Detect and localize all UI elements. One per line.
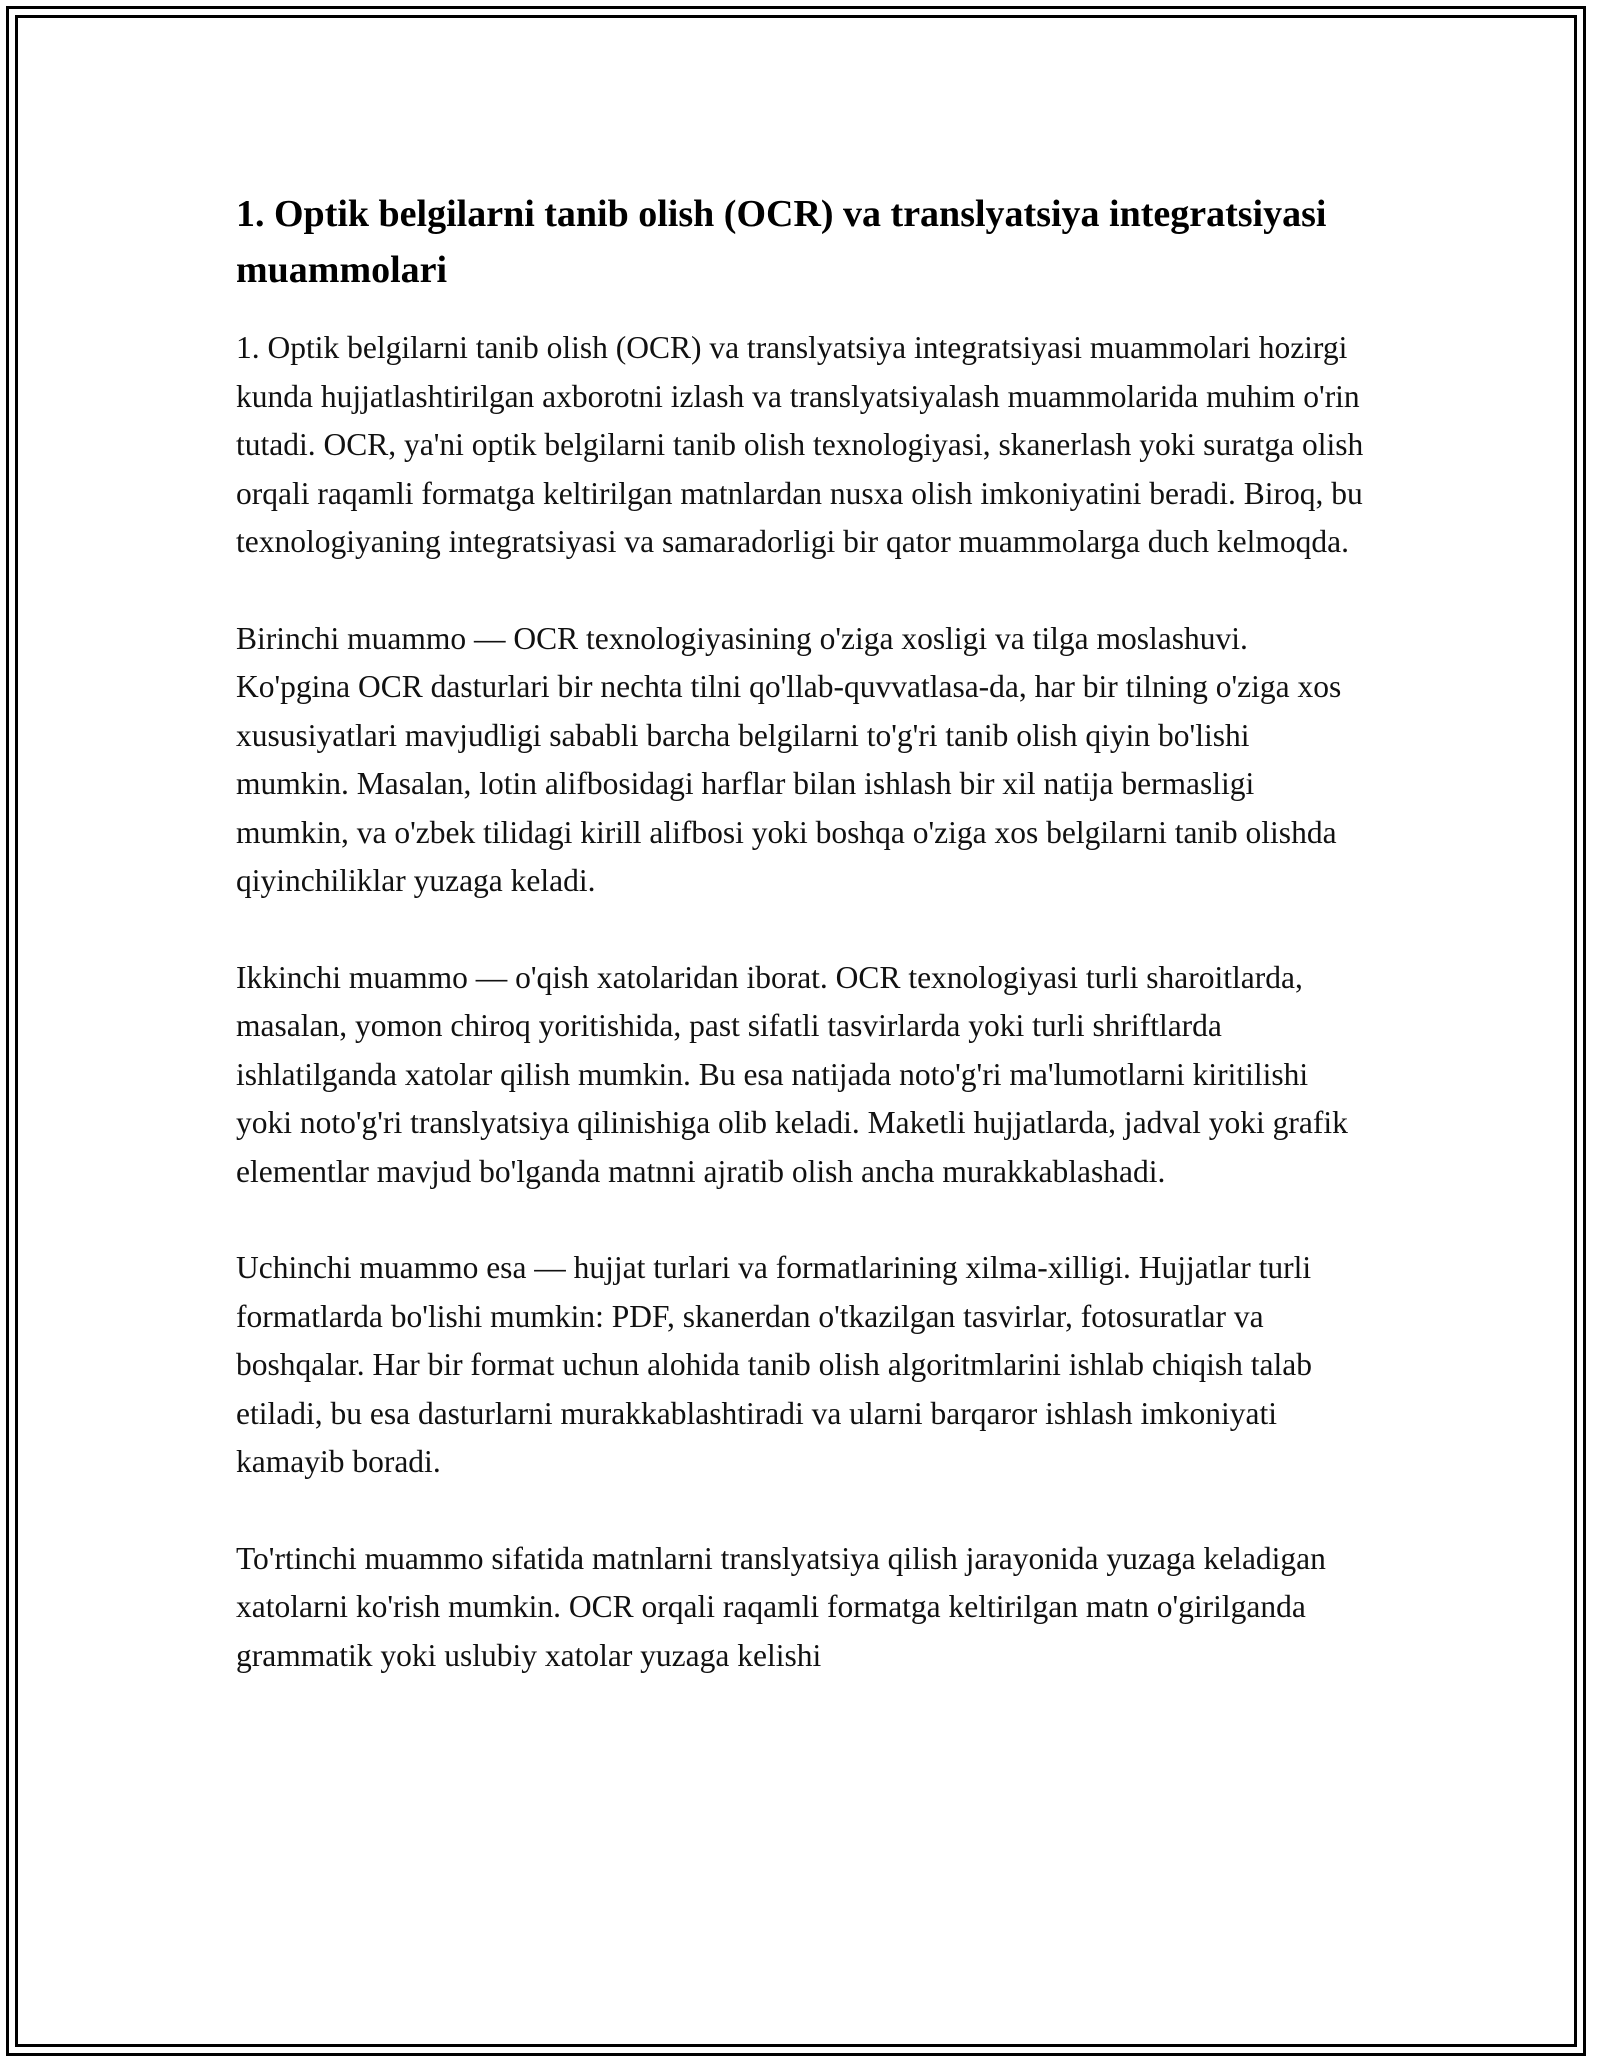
paragraph-third-problem: Uchinchi muammo esa — hujjat turlari va formatlarining xilma-xilligi. Hujjatlar turli formatlarda bo'lishi mumkin: PDF, skanerdan o'tkazilgan tasvirlar, fotosuratlar va boshqalar. Har bir format uchun alohida tanib olish algoritmlarini ishlab chiqish talab etiladi, bu esa dasturlarni murakkablashtiradi va ularni barqaror ishlash imkoniyati kamayib boradi. [236, 1250, 1312, 1479]
section-heading: 1. Optik belgilarni tanib olish (OCR) va translyatsiya integratsiyasi muammolari [236, 193, 1327, 291]
paragraph-first-problem: Birinchi muammo — OCR texnologiyasining o'ziga xosligi va tilga moslashuvi. Ko'pgina OCR dasturlari bir nechta tilni qo'llab-quvvatlasa-da, har bir tilning o'ziga xos xususiyatlari mavjudligi sababli barcha belgilarni to'g'ri tanib olish qiyin bo'lishi mumkin. Masalan, lotin alifbosidagi harflar bilan ishlash bir xil natija bermasligi mumkin, va o'zbek tilidagi kirill alifbosi yoki boshqa o'ziga xos belgilarni tanib olishda qiyinchiliklar yuzaga keladi. [236, 620, 1342, 898]
paragraph-intro: 1. Optik belgilarni tanib olish (OCR) va translyatsiya integratsiyasi muammolari hozirgi kunda hujjatlashtirilgan axborotni izlash va translyatsiyalash muammolarida muhim o'rin tutadi. OCR, ya'ni optik belgilarni tanib olish texnologiyasi, skanerlash yoki suratga olish orqali raqamli formatga keltirilgan matnlardan nusxa olish imkoniyatini beradi. Biroq, bu texnologiyaning integratsiyasi va samaradorligi bir qator muammolarga duch kelmoqda. [236, 330, 1364, 559]
paragraph-fourth-problem: To'rtinchi muammo sifatida matnlarni translyatsiya qilish jarayonida yuzaga keladigan xatolarni ko'rish mumkin. OCR orqali raqamli formatga keltirilgan matn o'girilganda grammatik yoki uslubiy xatolar yuzaga kelishi [236, 1540, 1326, 1673]
paragraph-second-problem: Ikkinchi muammo — o'qish xatolaridan iborat. OCR texnologiyasi turli sharoitlarda, masalan, yomon chiroq yoritishida, past sifatli tasvirlarda yoki turli shriftlarda ishlatilganda xatolar qilish mumkin. Bu esa natijada noto'g'ri ma'lumotlarni kiritilishi yoki noto'g'ri translyatsiya qilinishiga olib keladi. Maketli hujjatlarda, jadval yoki grafik elementlar mavjud bo'lganda matnni ajratib olish ancha murakkablashadi. [236, 959, 1348, 1189]
document-body [236, 186, 1366, 1728]
